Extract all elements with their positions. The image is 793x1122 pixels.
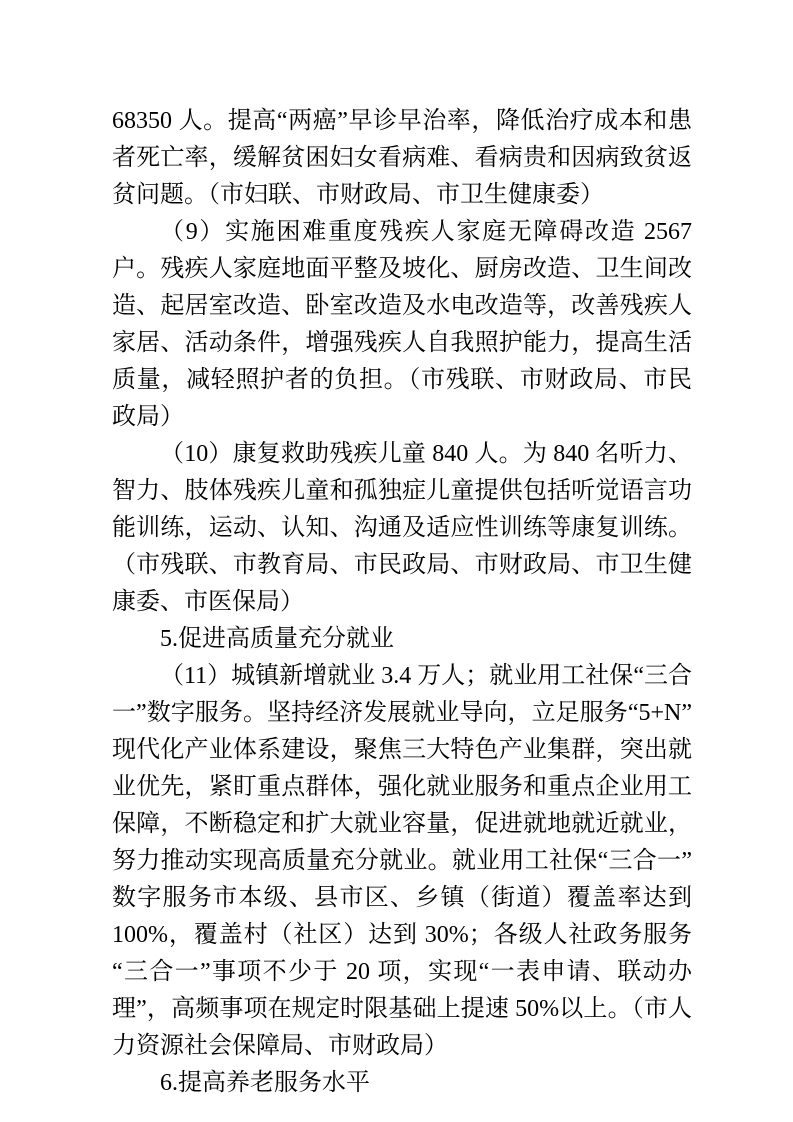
section-heading: 6.提高养老服务水平	[160, 1070, 370, 1096]
document-text	[112, 103, 692, 1102]
paragraph: （11）城镇新增就业 3.4 万人；就业用工社保“三合一”数字服务。坚持经济发展就业导向，立足服务“5+N”现代化产业体系建设，聚焦三大特色产业集群，突出就业优先，紧盯重点群体，强化就业服务和重点企业用工保障，不断稳定和扩大就业容量，促进就地就近就业，努力推动实现高质量充分就业。就业用工社保“三合一”数字服务市本级、县市区、乡镇（街道）覆盖率达到 100%，覆盖村（社区）达到 30%；各级人社政务服务“三合一”事项不少于 20 项，实现“一表申请、联动办理”，高频事项在规定时限基础上提速 50%以上。（市人力资源社会保障局、市财政局）	[112, 663, 692, 1059]
paragraph: （10）康复救助残疾儿童 840 人。为 840 名听力、智力、肢体残疾儿童和孤独症儿童提供包括听觉语言功能训练，运动、认知、沟通及适应性训练等康复训练。（市残联、市教育局、市民政局、市财政局、市卫生健康委、市医保局）	[112, 441, 692, 615]
paragraph: （9）实施困难重度残疾人家庭无障碍改造 2567 户。残疾人家庭地面平整及坡化、厨房改造、卫生间改造、起居室改造、卧室改造及水电改造等，改善残疾人家居、活动条件，增强残疾人自我照护能力，提高生活质量，减轻照护者的负担。（市残联、市财政局、市民政局）	[112, 219, 692, 430]
paragraph: 68350 人。提高“两癌”早诊早治率，降低治疗成本和患者死亡率，缓解贫困妇女看病难、看病贵和因病致贫返贫问题。（市妇联、市财政局、市卫生健康委）	[112, 108, 692, 208]
section-heading: 5.促进高质量充分就业	[160, 626, 394, 652]
